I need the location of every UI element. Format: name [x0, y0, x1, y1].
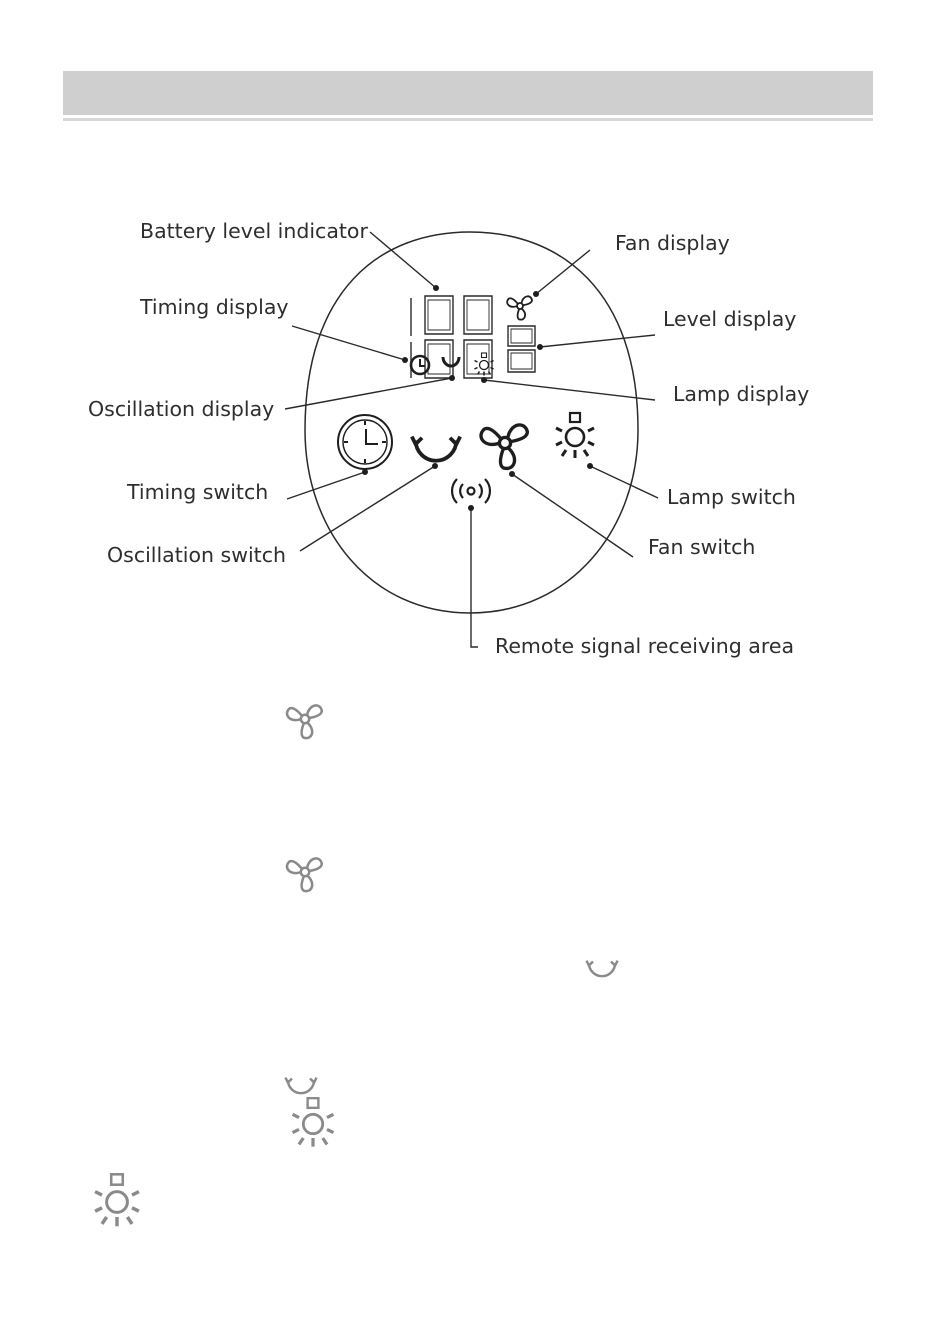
oscillation-switch-icon	[412, 437, 460, 461]
oscillation-icon	[586, 961, 617, 977]
remote-signal-icon	[452, 479, 490, 503]
label-fan-switch: Fan switch	[648, 535, 756, 559]
label-lamp-switch: Lamp switch	[667, 485, 796, 509]
oscillation-icon	[285, 1078, 316, 1094]
lamp-switch-icon	[556, 413, 594, 458]
oscillation-display-icon	[443, 357, 459, 366]
fan-display-icon	[506, 296, 532, 321]
label-fan-display: Fan display	[615, 231, 730, 255]
clock-switch-icon	[338, 415, 392, 469]
lamp-icon	[293, 1098, 334, 1146]
clock-display-icon	[411, 356, 429, 374]
fan-icon	[285, 858, 322, 893]
fan-switch-icon	[478, 424, 527, 471]
label-level-display: Level display	[663, 307, 797, 331]
lamp-icon	[95, 1174, 139, 1226]
label-timing-display: Timing display	[140, 295, 289, 319]
label-timing-switch: Timing switch	[127, 480, 269, 504]
label-oscillation-switch: Oscillation switch	[107, 543, 286, 567]
label-lamp-display: Lamp display	[673, 382, 810, 406]
label-oscillation-display: Oscillation display	[88, 397, 275, 421]
label-remote-signal-area: Remote signal receiving area	[495, 634, 795, 658]
page-bottom-edge	[0, 1318, 933, 1324]
fan-icon	[285, 705, 322, 740]
label-battery-level-indicator: Battery level indicator	[140, 219, 368, 243]
lamp-display-icon	[475, 353, 494, 376]
leader-dots	[362, 285, 593, 511]
